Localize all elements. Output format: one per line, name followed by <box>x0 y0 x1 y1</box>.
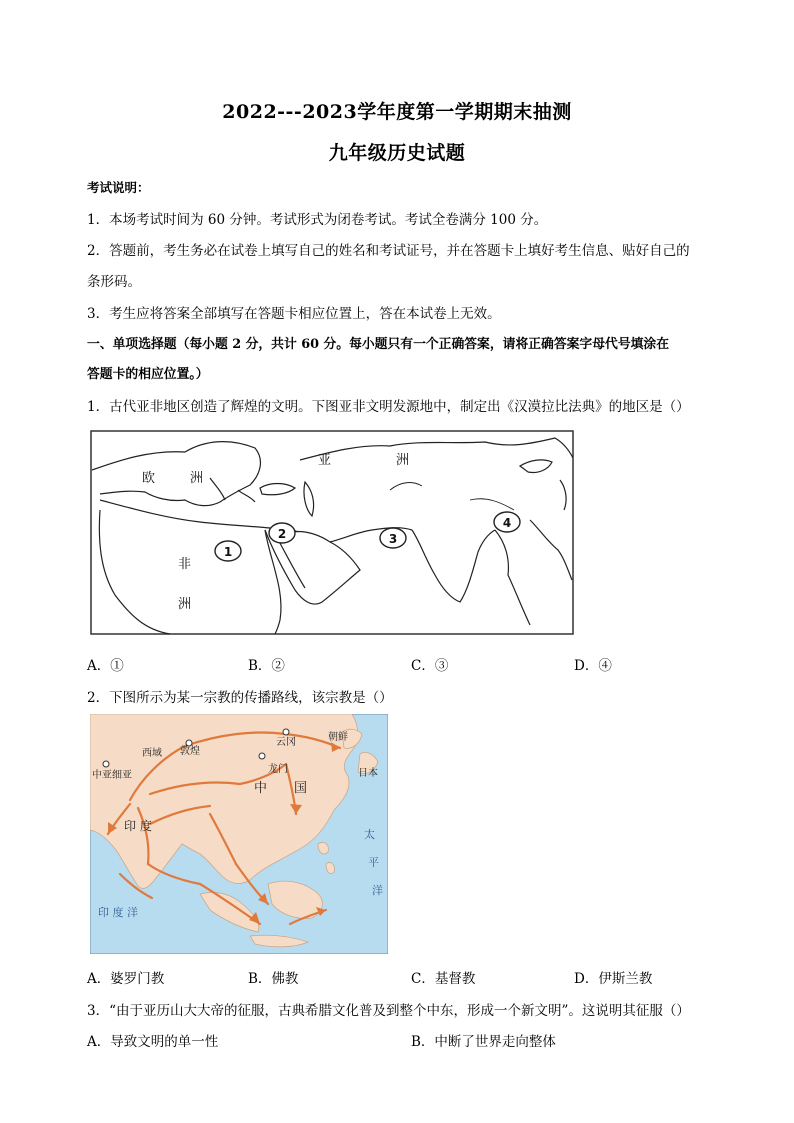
map-label-china-2: 国 <box>294 781 308 796</box>
map-label-asia-2: 洲 <box>396 453 410 468</box>
section-heading-cont: 答题卡的相应位置。） <box>87 367 209 382</box>
instruction-item-2-cont: 条形码。 <box>87 274 141 290</box>
question-3-stem: 3．“由于亚历山大大帝的征服，古典希腊文化普及到整个中东，形成一个新文明”。这说明其征服（） <box>87 1003 690 1019</box>
map-label-pacific-3: 洋 <box>372 884 383 897</box>
map-label-pacific-2: 平 <box>368 856 379 869</box>
map-label-pacific-1: 太 <box>364 828 375 841</box>
map-label-central-asia: 中亚细亚 <box>92 770 132 781</box>
map-label-indian-ocean: 印 度 洋 <box>98 906 138 919</box>
map-label-dunhuang: 敦煌 <box>180 746 200 757</box>
instructions-heading: 考试说明： <box>87 180 150 195</box>
ancient-civilizations-map <box>90 430 574 636</box>
map-marker-4: 4 <box>502 516 512 530</box>
exam-title: 2022---2023学年度第一学期期末抽测 <box>222 101 572 123</box>
map-label-chaoxian: 朝鲜 <box>328 732 348 743</box>
map-label-asia-1: 亚 <box>318 453 332 468</box>
question-3-option-a: A．导致文明的单一性 <box>87 1034 219 1050</box>
question-2-option-b: B．佛教 <box>248 971 299 987</box>
instruction-item-2: 2．答题前，考生务必在试卷上填写自己的姓名和考试证号，并在答题卡上填好考生信息、贴好自己的 <box>87 243 690 259</box>
map-label-japan: 日本 <box>358 768 378 779</box>
religion-spread-map <box>90 714 388 954</box>
question-3-option-b: B．中断了世界走向整体 <box>411 1034 556 1050</box>
map-marker-1: 1 <box>223 545 233 559</box>
map-point-central-asia <box>103 761 109 767</box>
question-1-stem: 1．古代亚非地区创造了辉煌的文明。下图亚非文明发源地中，制定出《汉漠拉比法典》的地区是（） <box>87 399 690 415</box>
question-2-option-c: C．基督教 <box>411 971 476 987</box>
map-label-xiyu: 西域 <box>142 748 162 759</box>
instruction-item-3: 3．考生应将答案全部填写在答题卡相应位置上，答在本试卷上无效。 <box>87 306 501 322</box>
map-label-europe-2: 洲 <box>190 471 204 486</box>
question-2-stem: 2．下图所示为某一宗教的传播路线，该宗教是（） <box>87 690 393 706</box>
map-label-europe-1: 欧 <box>142 471 156 486</box>
question-1-option-d: D．④ <box>574 658 612 674</box>
question-2-option-d: D．伊斯兰教 <box>574 971 653 987</box>
question-1-option-a: A．① <box>87 658 124 674</box>
map-label-yungang: 云冈 <box>276 737 296 748</box>
question-2-option-a: A．婆罗门教 <box>87 971 165 987</box>
question-1-option-c: C．③ <box>411 658 449 674</box>
exam-subtitle: 九年级历史试题 <box>328 142 466 164</box>
map-frame <box>91 431 573 634</box>
map-label-china-1: 中 <box>254 781 268 796</box>
map-label-africa-1: 非 <box>178 557 192 572</box>
section-heading: 一、单项选择题（每小题 2 分，共计 60 分。每小题只有一个正确答案，请将正确答案字母代号填涂在 <box>87 337 670 352</box>
map-marker-2: 2 <box>277 527 287 541</box>
instruction-item-1: 1．本场考试时间为 60 分钟。考试形式为闭卷考试。考试全卷满分 100 分。 <box>87 212 548 228</box>
map-point-longmen <box>259 753 265 759</box>
map-label-africa-2: 洲 <box>178 597 192 612</box>
map-label-longmen: 龙门 <box>268 764 288 775</box>
map-marker-3: 3 <box>388 532 398 546</box>
question-1-option-b: B．② <box>248 658 285 674</box>
map-point-yungang <box>283 729 289 735</box>
map-label-india: 印 度 <box>124 819 152 833</box>
